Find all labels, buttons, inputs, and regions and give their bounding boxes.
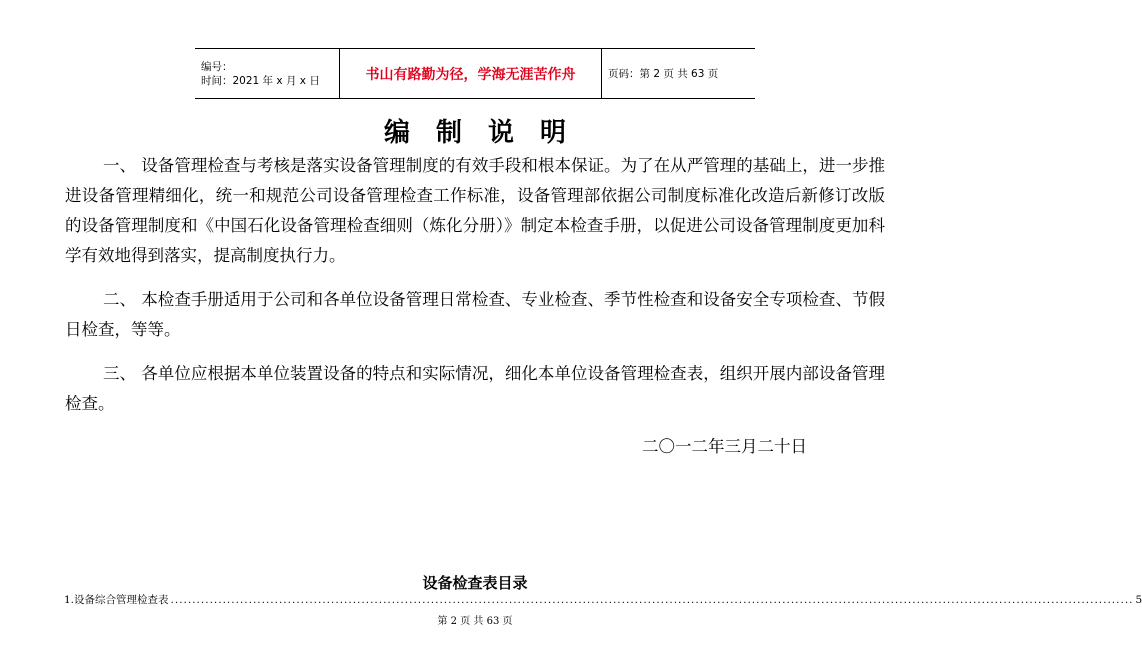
toc-item[interactable]: [64, 592, 1142, 607]
toc-item-label: 设备综合管理检查表: [74, 594, 169, 606]
page-title: 编制说明: [383, 118, 592, 148]
toc-item-page: 5: [1135, 594, 1142, 606]
paragraph-2: 二、 本检查手册适用于公司和各单位设备管理日常检查、专业检查、季节性检查和设备安全专项检查、节假日检查，等等。: [65, 290, 885, 339]
paragraph-1: 一、 设备管理检查与考核是落实设备管理制度的有效手段和根本保证。为了在从严管理的基础上，进一步推进设备管理精细化，统一和规范公司设备管理检查工作标准，设备管理部依据公司制度标准化改造后新修订改版的设备管理制度和《中国石化设备管理检查细则（炼化分册）》制定本检查手册，以促进公司设备管理制度更加科学有效地得到落实，提高制度执行力。: [65, 156, 885, 265]
paragraph-3: 三、 各单位应根据本单位装置设备的特点和实际情况，细化本单位设备管理检查表，组织开展内部设备管理检查。: [65, 364, 885, 413]
header-page-number: 页码：第 2 页 共 63 页: [608, 68, 719, 80]
toc-item-number: 1.: [64, 594, 75, 606]
document-date: 二〇一二年三月二十日: [642, 437, 807, 456]
header-motto: 书山有路勤为径，学海无涯苦作舟: [340, 49, 602, 98]
document-body: [65, 151, 885, 433]
toc-leader-dots: ..............................................................................................................................................................................................................................: [170, 594, 1134, 606]
document-header: [195, 48, 755, 99]
toc-title: 设备检查表目录: [422, 574, 528, 592]
document-time: 时间：2021 年 x 月 x 日: [201, 74, 320, 87]
page-footer: 第 2 页 共 63 页: [437, 616, 513, 627]
header-meta-cell: [195, 49, 340, 98]
document-number: 编号：: [201, 60, 233, 73]
